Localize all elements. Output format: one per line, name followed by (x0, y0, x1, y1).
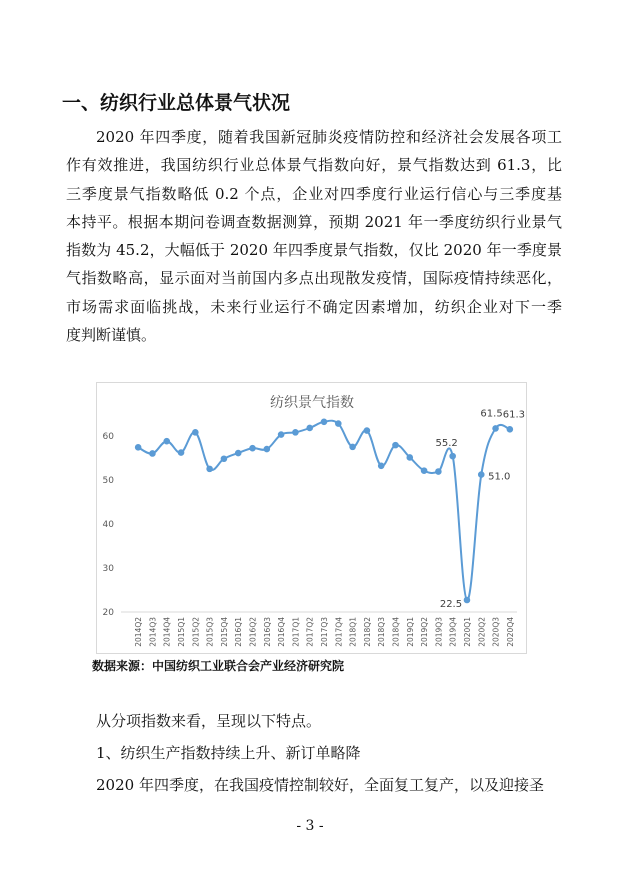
x-tick-label: 2016Q1 (234, 617, 244, 647)
x-tick-label: 2020Q1 (462, 617, 472, 647)
data-point (507, 426, 513, 432)
data-point (350, 444, 356, 450)
line-chart-svg (97, 383, 526, 653)
x-tick-label: 2019Q4 (448, 617, 458, 647)
x-tick-label: 2020Q3 (491, 617, 501, 647)
data-point (407, 455, 413, 461)
y-tick-label: 30 (102, 564, 114, 574)
x-tick-label: 2016Q4 (277, 617, 287, 647)
x-tick-label: 2017Q1 (291, 617, 301, 647)
y-tick-label: 20 (102, 608, 114, 618)
x-tick-label: 2017Q4 (334, 617, 344, 647)
x-tick-label: 2016Q3 (262, 617, 272, 647)
data-point (450, 453, 456, 459)
x-tick-label: 2015Q3 (205, 617, 215, 647)
data-source-note: 数据来源：中国纺织工业联合会产业经济研究院 (92, 659, 345, 673)
paragraph-line: 气指数略高，显示面对当前国内多点出现散发疫情，国际疫情持续恶化， (66, 269, 562, 288)
x-tick-label: 2014Q4 (162, 617, 172, 647)
x-tick-label: 2015Q1 (177, 617, 187, 647)
data-point (250, 445, 256, 451)
data-point (293, 430, 299, 436)
page-number: - 3 - (296, 818, 324, 834)
data-point (364, 428, 370, 434)
data-point (235, 450, 241, 456)
data-point (493, 426, 499, 432)
data-point (278, 432, 284, 438)
data-label: 61.3 (502, 409, 525, 421)
intro-line: 从分项指数来看，呈现以下特点。 (96, 712, 322, 730)
x-tick-label: 2018Q3 (377, 617, 387, 647)
x-tick-label: 2014Q3 (148, 617, 158, 647)
x-tick-label: 2019Q1 (405, 617, 415, 647)
x-tick-label: 2019Q2 (420, 617, 430, 647)
x-tick-label: 2014Q2 (134, 617, 144, 647)
paragraph-overall-status (66, 123, 562, 349)
x-tick-label: 2018Q2 (362, 617, 372, 647)
y-tick-label: 50 (102, 476, 114, 486)
x-tick-label: 2016Q2 (248, 617, 258, 647)
data-point (193, 430, 199, 436)
data-point (335, 421, 341, 427)
data-point (436, 469, 442, 475)
paragraph-line: 作有效推进，我国纺织行业总体景气指数向好，景气指数达到 61.3，比 (66, 156, 562, 175)
x-tick-label: 2015Q4 (219, 617, 229, 647)
data-point (207, 466, 213, 472)
data-point (393, 442, 399, 448)
x-tick-label: 2018Q1 (348, 617, 358, 647)
prosperity-index-chart (96, 382, 527, 654)
paragraph-line: 指数为 45.2，大幅低于 2020 年四季度景气指数，仅比 2020 年一季度景 (66, 241, 562, 260)
x-tick-label: 2019Q3 (434, 617, 444, 647)
paragraph-line: 2020 年四季度，随着我国新冠肺炎疫情防控和经济社会发展各项工 (96, 128, 562, 146)
subheading-production-index: 1、纺织生产指数持续上升、新订单略降 (96, 744, 361, 762)
paragraph-line: 本持平。根据本期问卷调查数据测算，预期 2021 年一季度纺织行业景气 (66, 212, 562, 231)
chart-title: 纺织景气指数 (270, 395, 354, 411)
x-tick-label: 2020Q4 (505, 617, 515, 647)
data-point (378, 463, 384, 469)
data-point (321, 419, 327, 425)
data-point (464, 597, 470, 603)
paragraph-line: 度判断谨慎。 (66, 326, 157, 345)
data-point (135, 445, 141, 451)
data-point (164, 438, 170, 444)
data-label: 61.5 (480, 408, 503, 420)
y-tick-label: 40 (102, 520, 114, 530)
paragraph-line: 三季度景气指数略低 0.2 个点，企业对四季度行业运行信心与三季度基 (66, 184, 562, 203)
data-point (264, 446, 270, 452)
x-tick-label: 2015Q2 (191, 617, 201, 647)
data-label: 22.5 (439, 599, 463, 610)
x-tick-label: 2018Q4 (391, 617, 401, 647)
data-label: 51.0 (488, 471, 511, 483)
paragraph-line: 市场需求面临挑战，未来行业运行不确定因素增加，纺织企业对下一季 (66, 297, 562, 316)
data-point (221, 456, 227, 462)
data-point (478, 472, 484, 478)
y-tick-label: 60 (102, 432, 114, 442)
x-tick-label: 2017Q3 (320, 617, 329, 647)
data-point (150, 451, 156, 457)
data-label: 55.2 (435, 438, 458, 450)
data-point (421, 468, 427, 474)
data-point (307, 425, 313, 431)
paragraph-q4-start: 2020 年四季度，在我国疫情控制较好，全面复工复产，以及迎接圣 (96, 776, 544, 794)
section-title: 一、纺织行业总体景气状况 (62, 92, 291, 114)
x-tick-label: 2020Q2 (477, 617, 487, 647)
data-point (178, 450, 184, 456)
x-tick-label: 2017Q2 (305, 617, 315, 647)
